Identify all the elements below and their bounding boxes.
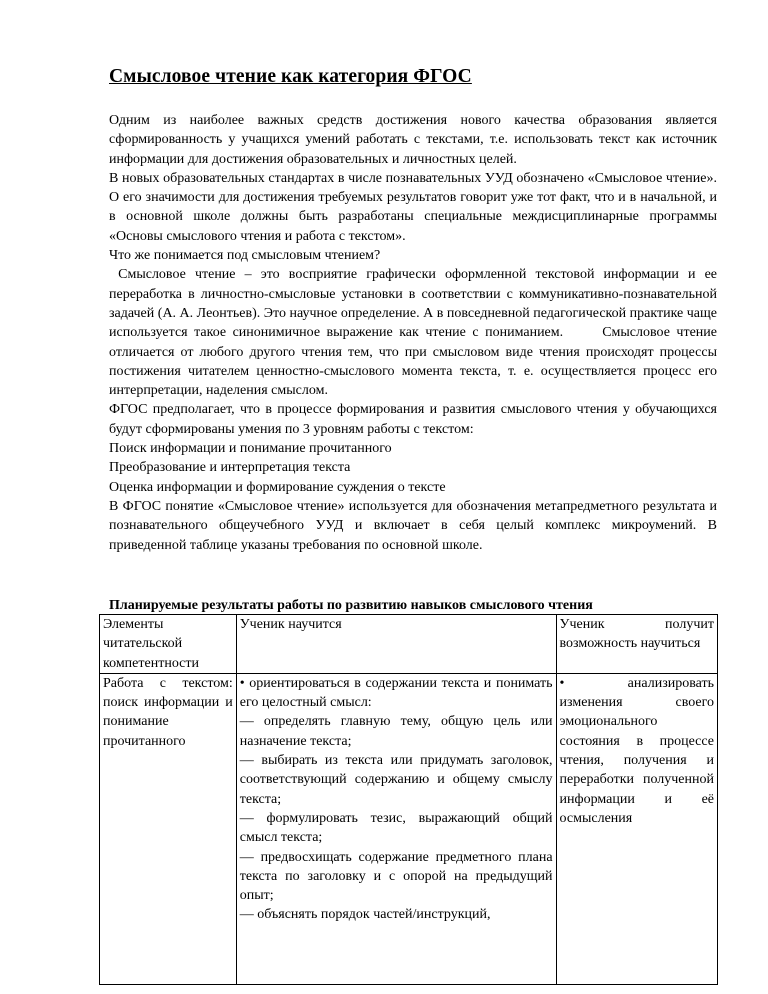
list-item: Преобразование и интерпретация текста [109,460,351,476]
paragraph: В ФГОС понятие «Смысловое чтение» используется для обозначения метапредметного результата и познавательного общеучебного УУД и включает в себя целый комплекс микроумений. В приведенной таблице указаны требования по основной школе. [109,498,717,553]
paragraph: ФГОС предполагает, что в процессе формирования и развития смыслового чтения у обучающихся будут сформированы умения по 3 уровням работы с текстом: [109,402,717,437]
skill-item: — выбирать из текста или придумать заголовок, соответствующий содержанию и общему смыслу текста; [239,753,553,807]
table-header-row [100,615,718,674]
table-cell [236,673,556,984]
skill-item: — формулировать тезис, выражающий общий смысл текста; [239,810,553,846]
skill-item: — объяснять порядок частей/инструкций, [239,907,491,923]
table-cell: • анализировать изменения своего эмоционального состояния в процессе чтения, получения и переработки полученной информации и её осмысления [556,673,717,984]
document-title: Смысловое чтение как категория ФГОС [109,66,472,87]
table-row [100,673,718,984]
header-cell: Ученик научится [236,615,556,674]
table-cell: Работа с текстом: поиск информации и понимание прочитанного [100,673,237,984]
header-cell: Элементы читательской компетентности [100,615,237,674]
skill-item: — определять главную тему, общую цель или назначение текста; [239,714,553,749]
list-item: Поиск информации и понимание прочитанного [109,441,392,457]
skill-item: • ориентироваться в содержании текста и понимать его целостный смысл: [239,675,553,711]
skill-item: — предвосхищать содержание предметного плана текста по заголовку и с опорой на предыдущий опыт; [239,849,553,904]
results-table [99,614,718,985]
paragraph: Одним из наиболее важных средств достижения нового качества образования является сформированность у учащихся умений работать с текстами, т.е. использовать текст как источник информации для достижения образовательных и личностных целей. [109,113,717,167]
list-item: Оценка информации и формирование суждения о тексте [109,479,446,495]
paragraph: Что же понимается под смысловым чтением? [109,248,381,264]
table-title: Планируемые результаты работы по развитию навыков смыслового чтения [109,598,593,613]
document-body [109,111,721,555]
paragraph: В новых образовательных стандартах в числе познавательных УУД обозначено «Смысловое чтение». О его значимости для достижения требуемых результатов говорит уже тот факт, что и в начальной, и в основной школе должны быть разработаны специальные междисциплинарные программы «Основы смыслового чтения и работа с текстом». [109,170,717,244]
paragraph: Смысловое чтение – это восприятие графически оформленной текстовой информации и ее переработка в личностно-смысловые установки в соответствии с коммуникативно-познавательной задачей (А. А. Леонтьев). Это научное определение. А в повседневной педагогической практике чаще используется такое синонимичное выражение как чтение с пониманием. Смысловое чтение отличается от любого другого чтения тем, что при смысловом виде чтения происходят процессы постижения читателем ценностно-смыслового момента текста, т. е. осуществляется процесс его интерпретации, наделения смыслом. [109,267,721,399]
header-cell: Ученик получит возможность научиться [556,615,717,674]
